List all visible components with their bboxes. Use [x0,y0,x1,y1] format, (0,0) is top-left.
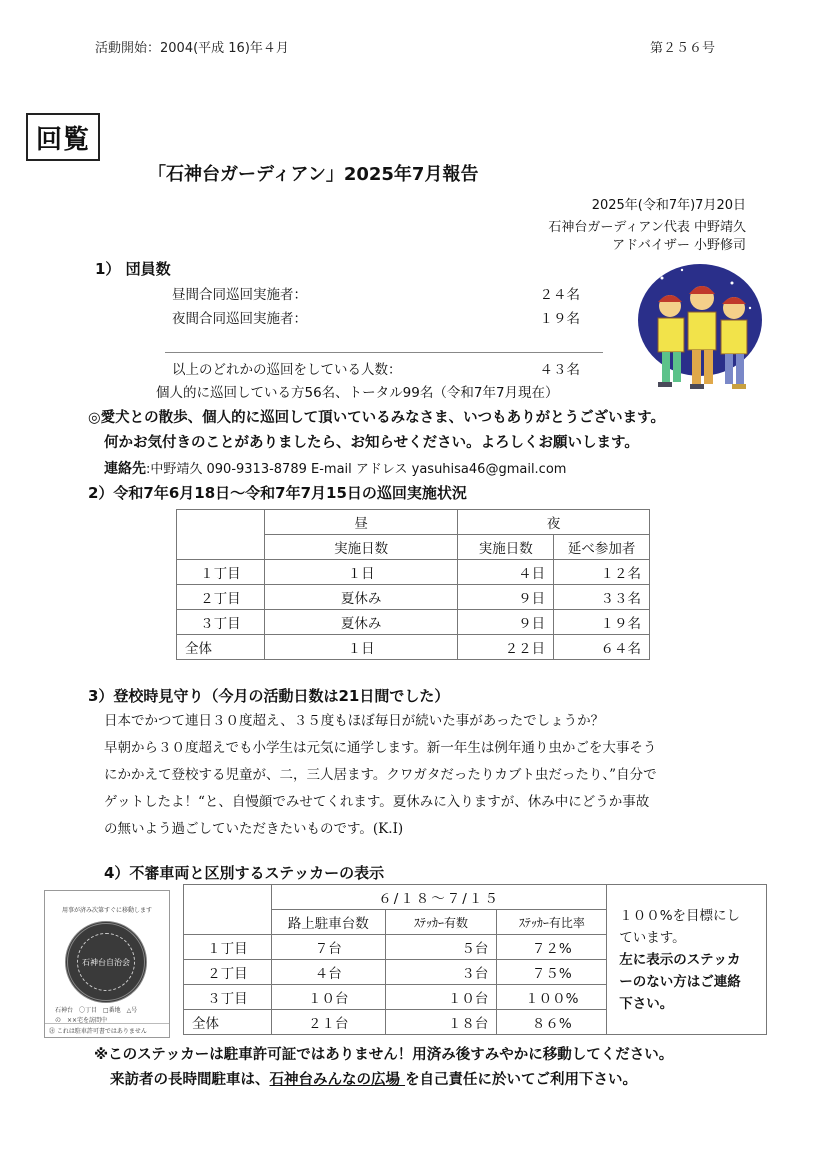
thanks-line-1: ◎愛犬との散歩、個人的に巡回して頂いているみなさま、いつもありがとうございます。 [88,410,665,426]
cell-area: 全体 [184,1010,272,1035]
parking-notice-post: を自己責任に於いてご利用下さい。 [405,1072,638,1088]
cell-night-people: １９名 [554,610,650,635]
cell-sticker: ５台 [385,935,497,960]
side-note-line: ーのない方はご連絡 [619,973,741,990]
sticker-seal-text: 石神台自治会 [77,933,135,991]
cell-area: １丁目 [177,560,265,585]
header-period: ６/１８～７/１５ [271,885,606,910]
sticker-warning: ※このステッカーは駐車許可証ではありません！用済み後すみやかに移動してください。 [94,1047,674,1063]
cell-ratio: ７２% [497,935,607,960]
sticker-footer: ㊟ これは駐車許可書ではありません [45,1023,169,1037]
cell-day-days: １日 [264,635,458,660]
member-row-label: 昼間合同巡回実施者： [172,287,307,303]
issue-number: 第２５６号 [650,41,716,56]
side-note-line: １００%を目標にし [619,907,741,924]
contact-text: :中野靖久 090-9313-8789 E-mail アドレス yasuhisa46@gmail.com [146,462,567,477]
cell-parked: ７台 [271,935,385,960]
cell-day-days: １日 [264,560,458,585]
cell-night-people: ６４名 [554,635,650,660]
member-note: 個人的に巡回している方56名、トータル99名（令和7年7月現在） [156,385,559,401]
cell-night-people: ３３名 [554,585,650,610]
side-note-line: 下さい。 [619,995,674,1012]
sticker-table [183,884,767,1035]
divider-line [165,352,603,353]
header-night-days: 実施日数 [458,535,554,560]
sticker-image [44,890,170,1038]
representative: 石神台ガーディアン代表 中野靖久 [548,220,746,235]
table-row [177,610,650,635]
cell-parked: ４台 [271,960,385,985]
advisor: アドバイザー 小野修司 [612,238,746,253]
cell-day-days: 夏休み [264,585,458,610]
header-night: 夜 [458,510,650,535]
body-line: ゲットしたよ！“と、自慢顔でみせてくれます。夏休みに入りますが、休み中にどうか事故 [104,794,650,810]
header-day: 昼 [264,510,458,535]
section3-body [104,708,657,843]
report-date: 2025年(令和7年)7月20日 [591,198,746,213]
patrol-status-table [176,509,650,660]
contact-info [104,458,566,478]
cell-sticker: ３台 [385,960,497,985]
member-row-label: 夜間合同巡回実施者： [172,311,307,327]
cell-area: ３丁目 [177,610,265,635]
cell-night-days: ９日 [458,585,554,610]
cell-area: １丁目 [184,935,272,960]
parking-notice [110,1068,637,1089]
cell-night-days: ９日 [458,610,554,635]
cell-sticker: １０台 [385,985,497,1010]
cell-sticker: １８台 [385,1010,497,1035]
side-note-line: 左に表示のステッカ [619,951,741,968]
member-row-value: ２４名 [539,287,580,303]
plaza-link[interactable]: 石神台みんなの広場 [269,1072,406,1088]
table-corner [177,510,265,560]
cell-night-days: ２２日 [458,635,554,660]
cell-ratio: ８６% [497,1010,607,1035]
table-corner [184,885,272,935]
header-parked: 路上駐車台数 [271,910,385,935]
sticker-line-1: 石神台 〇丁目 □番地 △号 [55,1007,138,1014]
cell-day-days: 夏休み [264,610,458,635]
sticker-seal [65,921,147,1003]
member-total-value: ４３名 [539,362,580,378]
table-row [177,585,650,610]
table-row [177,560,650,585]
sticker-top-text: 用事が済み次第すぐに移動します [61,907,152,914]
guardians-illustration [622,258,772,404]
member-total-label: 以上のどれかの巡回をしている人数： [172,362,402,378]
cell-area: ２丁目 [177,585,265,610]
header-ratio: ｽﾃｯｶｰ有比率 [497,910,607,935]
header-night-people: 延べ参加者 [554,535,650,560]
body-line: にかかえて登校する児童が、二，三人居ます。クワガタだったりカブト虫だったり、”自分で [104,767,657,783]
cell-night-people: １２名 [554,560,650,585]
parking-notice-pre: 来訪者の長時間駐車は、 [110,1072,270,1088]
cell-ratio: １００% [497,985,607,1010]
header-day-days: 実施日数 [264,535,458,560]
section1-heading: 1） 団員数 [95,260,171,278]
page-title: 「石神台ガーディアン」2025年7月報告 [148,164,479,185]
activity-start: 活動開始：2004(平成 16)年４月 [95,41,289,56]
cell-parked: １０台 [271,985,385,1010]
kairan-stamp: 回覧 [26,113,100,161]
section2-heading: 2）令和7年6月18日～令和7年7月15日の巡回実施状況 [88,484,467,502]
header-sticker: ｽﾃｯｶｰ有数 [385,910,497,935]
cell-ratio: ７５% [497,960,607,985]
cell-area: ２丁目 [184,960,272,985]
side-note-line: ています。 [619,929,686,946]
cell-parked: ２１台 [271,1010,385,1035]
contact-label: 連絡先 [104,461,146,477]
cell-area: 全体 [177,635,265,660]
thanks-line-2: 何かお気付きのことがありましたら、お知らせください。よろしくお願いします。 [104,435,639,451]
body-line: 早朝から３０度超えでも小学生は元気に通学します。新一年生は例年通り虫かごを大事そう [104,740,657,756]
sticker-line-2: の ××宅を訪問中 [55,1017,108,1024]
section4-heading: 4）不審車両と区別するステッカーの表示 [104,864,385,882]
sticker-side-note [607,885,767,1035]
table-row [177,635,650,660]
body-line: 日本でかつて連日３０度超え、３５度もほぼ毎日が続いた事があったでしょうか？ [104,713,605,729]
member-row-value: １９名 [539,311,580,327]
cell-area: ３丁目 [184,985,272,1010]
body-line: の無いよう過ごしていただきたいものです。(K.I) [104,821,404,837]
cell-night-days: ４日 [458,560,554,585]
section3-heading: 3）登校時見守り（今月の活動日数は21日間でした） [88,687,450,705]
